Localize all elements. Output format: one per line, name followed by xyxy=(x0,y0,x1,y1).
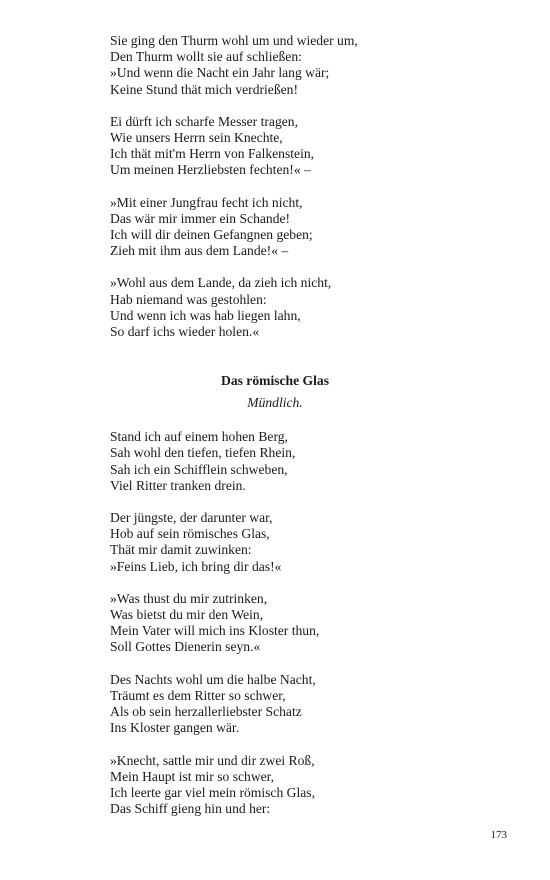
verse-line: Sah wohl den tiefen, tiefen Rhein, xyxy=(110,445,296,461)
verse-line: Viel Ritter tranken drein. xyxy=(110,477,246,493)
verse-line: Ich leerte gar viel mein römisch Glas, xyxy=(110,784,315,800)
verse-line: Sie ging den Thurm wohl um und wieder um, xyxy=(110,33,358,48)
poem-title: Das römische Glas xyxy=(221,373,329,389)
verse-line: »Mit einer Jungfrau fecht ich nicht, xyxy=(110,194,303,210)
verse-line: Wie unsers Herrn sein Knechte, xyxy=(110,130,283,146)
stanza xyxy=(110,753,440,818)
verse-line: Zieh mit ihm aus dem Lande!« – xyxy=(110,243,289,259)
verse-line: Träumt es dem Ritter so schwer, xyxy=(110,687,286,703)
verse-line: Mein Vater will mich ins Kloster thun, xyxy=(110,623,320,639)
verse-line: Hab niemand was gestohlen: xyxy=(110,291,267,307)
verse-line: Ich will dir deinen Gefangnen geben; xyxy=(110,227,313,243)
verse-line: Keine Stund thät mich verdrießen! xyxy=(110,81,298,97)
stanza xyxy=(110,275,440,340)
verse-line: Das Schiff gieng hin und her: xyxy=(110,801,271,817)
verse-line: Der jüngste, der darunter war, xyxy=(110,510,273,526)
stanza xyxy=(110,114,440,179)
verse-line: Ins Kloster gangen wär. xyxy=(110,720,240,736)
poem-previous-section xyxy=(110,33,440,340)
verse-line: Thät mir damit zuwinken: xyxy=(110,542,252,558)
stanza xyxy=(110,33,440,98)
verse-line: »Feins Lieb, ich bring dir das!« xyxy=(110,558,282,574)
verse-line: Als ob sein herzallerliebster Schatz xyxy=(110,704,302,720)
verse-line: Sah ich ein Schifflein schweben, xyxy=(110,461,288,477)
verse-line: Ei dürft ich scharfe Messer tragen, xyxy=(110,113,298,129)
poem-body xyxy=(110,429,440,817)
verse-line: Und wenn ich was hab liegen lahn, xyxy=(110,307,301,323)
stanza xyxy=(110,195,440,260)
verse-line: Das wär mir immer ein Schande! xyxy=(110,210,291,226)
verse-line: »Und wenn die Nacht ein Jahr lang wär; xyxy=(110,65,330,81)
page-number: 173 xyxy=(490,829,507,841)
verse-line: Den Thurm wollt sie auf schließen: xyxy=(110,49,302,65)
verse-line: Um meinen Herzliebsten fechten!« – xyxy=(110,162,311,178)
stanza xyxy=(110,591,440,656)
stanza xyxy=(110,672,440,737)
verse-line: Hob auf sein römisches Glas, xyxy=(110,526,270,542)
verse-line: »Knecht, sattle mir und dir zwei Roß, xyxy=(110,752,315,768)
verse-line: »Was thust du mir zutrinken, xyxy=(110,590,268,606)
verse-line: Was bietst du mir den Wein, xyxy=(110,607,264,623)
verse-line: Soll Gottes Dienerin seyn.« xyxy=(110,639,261,655)
verse-line: »Wohl aus dem Lande, da zieh ich nicht, xyxy=(110,275,332,291)
verse-line: Stand ich auf einem hohen Berg, xyxy=(110,429,288,445)
verse-line: Ich thät mit'm Herrn von Falkenstein, xyxy=(110,146,315,162)
verse-line: So darf ichs wieder holen.« xyxy=(110,324,260,340)
stanza xyxy=(110,429,440,494)
verse-line: Des Nachts wohl um die halbe Nacht, xyxy=(110,671,316,687)
poem-subtitle: Mündlich. xyxy=(247,395,303,411)
verse-line: Mein Haupt ist mir so schwer, xyxy=(110,768,275,784)
stanza xyxy=(110,510,440,575)
poem-page xyxy=(110,33,440,833)
